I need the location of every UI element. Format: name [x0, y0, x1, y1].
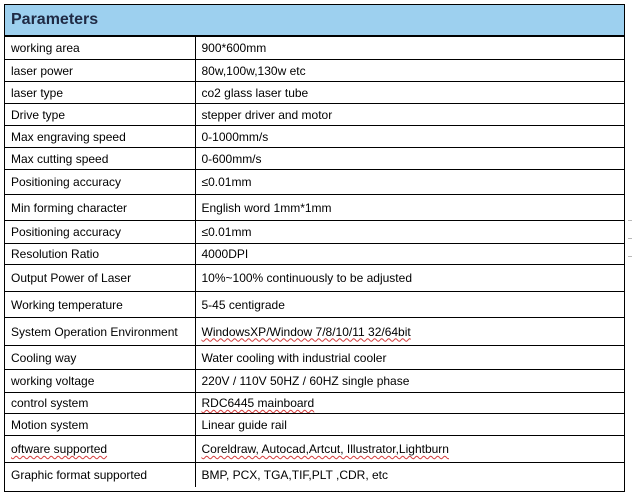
- row-value: co2 glass laser tube: [195, 82, 624, 104]
- row-value: 5-45 centigrade: [195, 292, 624, 318]
- software-label-text: oftware supported: [11, 442, 108, 456]
- row-value: [195, 436, 624, 463]
- row-value: [195, 393, 624, 414]
- table-row: [5, 292, 624, 318]
- table-row: [5, 346, 624, 370]
- table-row: [5, 265, 624, 292]
- table-row: [5, 170, 624, 195]
- row-label: Min forming character: [5, 195, 195, 221]
- table-row: [5, 221, 624, 244]
- row-label: Positioning accuracy: [5, 170, 195, 195]
- row-value: ≤0.01mm: [195, 170, 624, 195]
- row-value: Linear guide rail: [195, 414, 624, 436]
- table-row: [5, 244, 624, 265]
- table-row: [5, 104, 624, 126]
- row-label: control system: [5, 393, 195, 414]
- row-label: [5, 436, 195, 463]
- row-value: 220V / 110V 50HZ / 60HZ single phase: [195, 370, 624, 393]
- row-label: Positioning accuracy: [5, 221, 195, 244]
- table-row: [5, 370, 624, 393]
- row-label: Drive type: [5, 104, 195, 126]
- row-label: working area: [5, 37, 195, 60]
- row-value: [195, 318, 624, 346]
- table-row: [5, 414, 624, 436]
- table-row: [5, 195, 624, 221]
- row-value: BMP, PCX, TGA,TIF,PLT ,CDR, etc: [195, 463, 624, 487]
- row-label: Resolution Ratio: [5, 244, 195, 265]
- parameters-table: [5, 36, 624, 487]
- table-row: [5, 436, 624, 463]
- row-label: Motion system: [5, 414, 195, 436]
- row-label: working voltage: [5, 370, 195, 393]
- header-title: Parameters: [11, 11, 99, 28]
- edge-mark: [628, 256, 632, 257]
- table-row: [5, 393, 624, 414]
- table-row: [5, 82, 624, 104]
- row-value: Water cooling with industrial cooler: [195, 346, 624, 370]
- row-value: 4000DPI: [195, 244, 624, 265]
- row-label: Working temperature: [5, 292, 195, 318]
- row-value: ≤0.01mm: [195, 221, 624, 244]
- edge-marks: [627, 220, 633, 280]
- row-value: 0-600mm/s: [195, 148, 624, 170]
- parameters-sheet: [4, 4, 625, 492]
- os-value-text: WindowsXP/Window 7/8/10/11 32/64bit: [201, 324, 411, 339]
- row-value: 900*600mm: [195, 37, 624, 60]
- table-row: [5, 37, 624, 60]
- row-value: 0-1000mm/s: [195, 126, 624, 148]
- row-value: English word 1mm*1mm: [195, 195, 624, 221]
- row-label: Cooling way: [5, 346, 195, 370]
- row-label: Max engraving speed: [5, 126, 195, 148]
- edge-mark: [628, 238, 632, 239]
- table-row: [5, 148, 624, 170]
- row-label: System Operation Environment: [5, 318, 195, 346]
- row-label: laser type: [5, 82, 195, 104]
- row-label: Graphic format supported: [5, 463, 195, 487]
- row-label: Output Power of Laser: [5, 265, 195, 292]
- table-row: [5, 126, 624, 148]
- table-row: [5, 60, 624, 82]
- control-value-text: RDC6445 mainboard: [201, 396, 315, 410]
- row-value: stepper driver and motor: [195, 104, 624, 126]
- table-row: [5, 463, 624, 487]
- parameters-header: [5, 5, 624, 36]
- software-value-text: Coreldraw, Autocad,Artcut, Illustrator,Lightburn: [201, 442, 449, 456]
- edge-mark: [628, 220, 632, 221]
- row-label: laser power: [5, 60, 195, 82]
- row-label: Max cutting speed: [5, 148, 195, 170]
- row-value: 80w,100w,130w etc: [195, 60, 624, 82]
- row-value: 10%~100% continuously to be adjusted: [195, 265, 624, 292]
- table-row: [5, 318, 624, 346]
